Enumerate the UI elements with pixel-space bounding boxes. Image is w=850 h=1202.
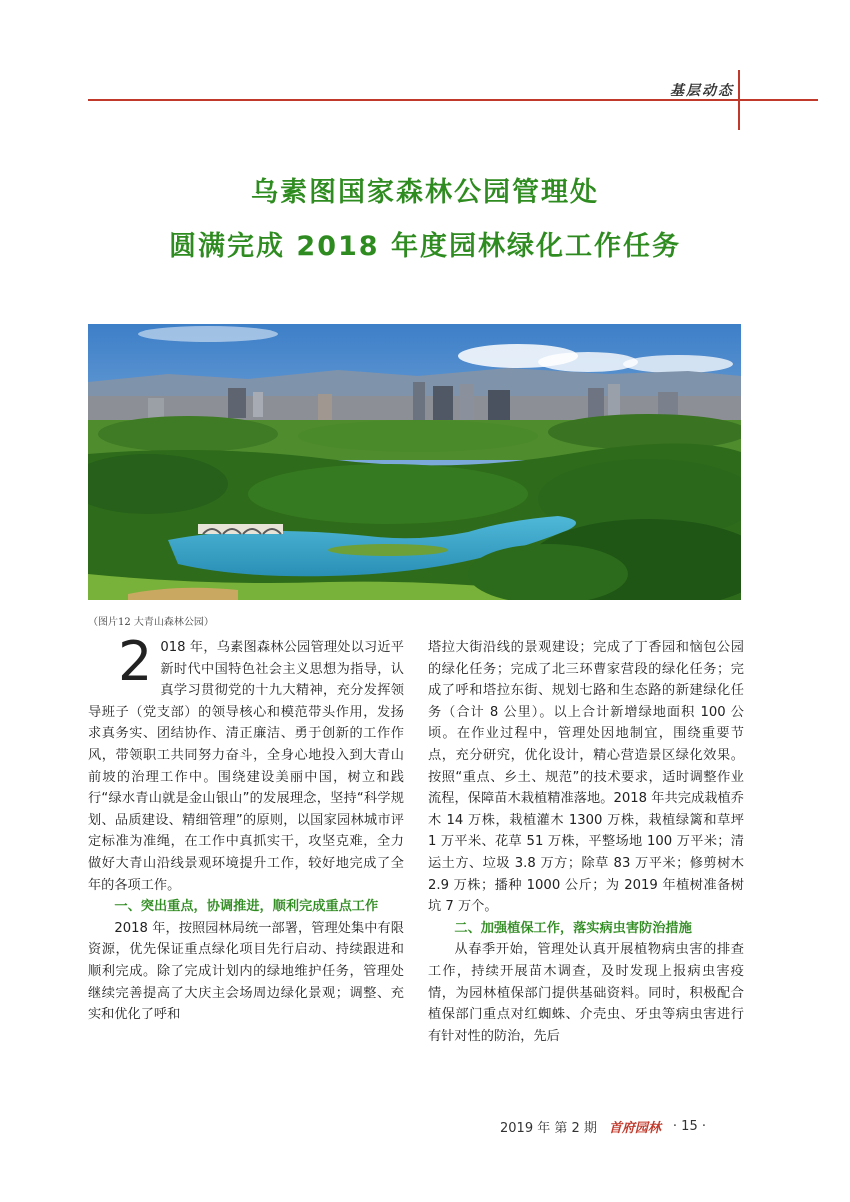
header-rule-extension (738, 99, 818, 101)
dropcap: 2 (118, 630, 153, 693)
column-right (428, 637, 744, 1047)
park-photo (88, 324, 741, 600)
header-rule (88, 99, 738, 101)
body-paragraph-4: 从春季开始，管理处认真开展植物病虫害的排查工作，持续开展苗木调查，及时发现上报病虫害疫情，为园林植保部门提供基础资料。同时，积极配合植保部门重点对红蜘蛛、介壳虫、牙虫等病虫害进行有针对性的防治，先后 (428, 942, 744, 1044)
body-paragraph-3: 塔拉大街沿线的景观建设；完成了丁香园和恼包公园的绿化任务；完成了北三环曹家营段的绿化任务；完成了呼和塔拉东街、规划七路和生态路的新建绿化任务（合计 8 公里）。以上合计新增绿地面积 100 公顷。在作业过程中，管理处因地制宜，围绕重要节点，充分研究，优化设计，精心营造景区绿化效果。按照“重点、乡土、规范”的技术要求，适时调整作业流程，保障苗木栽植精准落地。2018 年共完成栽植乔木 14 万株，栽植灌木 1300 万株，栽植绿篱和草坪 1 万平米、花草 51 万株，平整场地 100 万平米；清运土方、垃圾 3.8 万方；除草 83 万平米；修剪树木 2.9 万株；播种 1000 公斤；为 2019 年植树准备树坑 7 万个。 (428, 640, 744, 915)
article-title-line2: 圆满完成 2018 年度园林绿化工作任务 (169, 231, 681, 262)
section-tag: 基层动态 (670, 83, 734, 99)
intro-text: 018 年，乌素图森林公园管理处以习近平新时代中国特色社会主义思想为指导，认真学习贯彻党的十九大精神，充分发挥领导班子（党支部）的领导核心和模范带头作用，发扬求真务实、团结协作、清正廉洁、勇于创新的工作作风，带领职工共同努力奋斗，全身心地投入到大青山前坡的治理工作中。围绕建设美丽中国，树立和践行“绿水青山就是金山银山”的发展理念，坚持“科学规划、品质建设、精细管理”的原则，以国家园林城市评定标准为准绳，在工作中真抓实干，攻坚克难，全力做好大青山沿线景观环境提升工作，较好地完成了全年的各项工作。 (88, 640, 404, 893)
body-paragraph-2: 2018 年，按照园林局统一部署，管理处集中有限资源，优先保证重点绿化项目先行启动、持续跟进和顺利完成。除了完成计划内的绿地维护任务，管理处继续完善提高了大庆主会场周边绿化景观；调整、充实和优化了呼和 (88, 920, 404, 1023)
page-number: · 15 · (672, 1119, 706, 1134)
intro-paragraph (88, 630, 404, 896)
photo-caption: （图片12 大青山森林公园） (88, 617, 214, 628)
column-left (88, 630, 404, 1026)
article-title-line1: 乌素图国家森林公园管理处 (251, 177, 599, 208)
magazine-logo: 首府园林 (608, 1121, 661, 1136)
issue-label: 2019 年 第 2 期 (500, 1121, 597, 1136)
section-heading-2: 二、加强植保工作，落实病虫害防治措施 (454, 920, 692, 936)
page-footer (500, 1117, 706, 1136)
section-heading-1: 一、突出重点，协调推进，顺利完成重点工作 (114, 899, 379, 915)
